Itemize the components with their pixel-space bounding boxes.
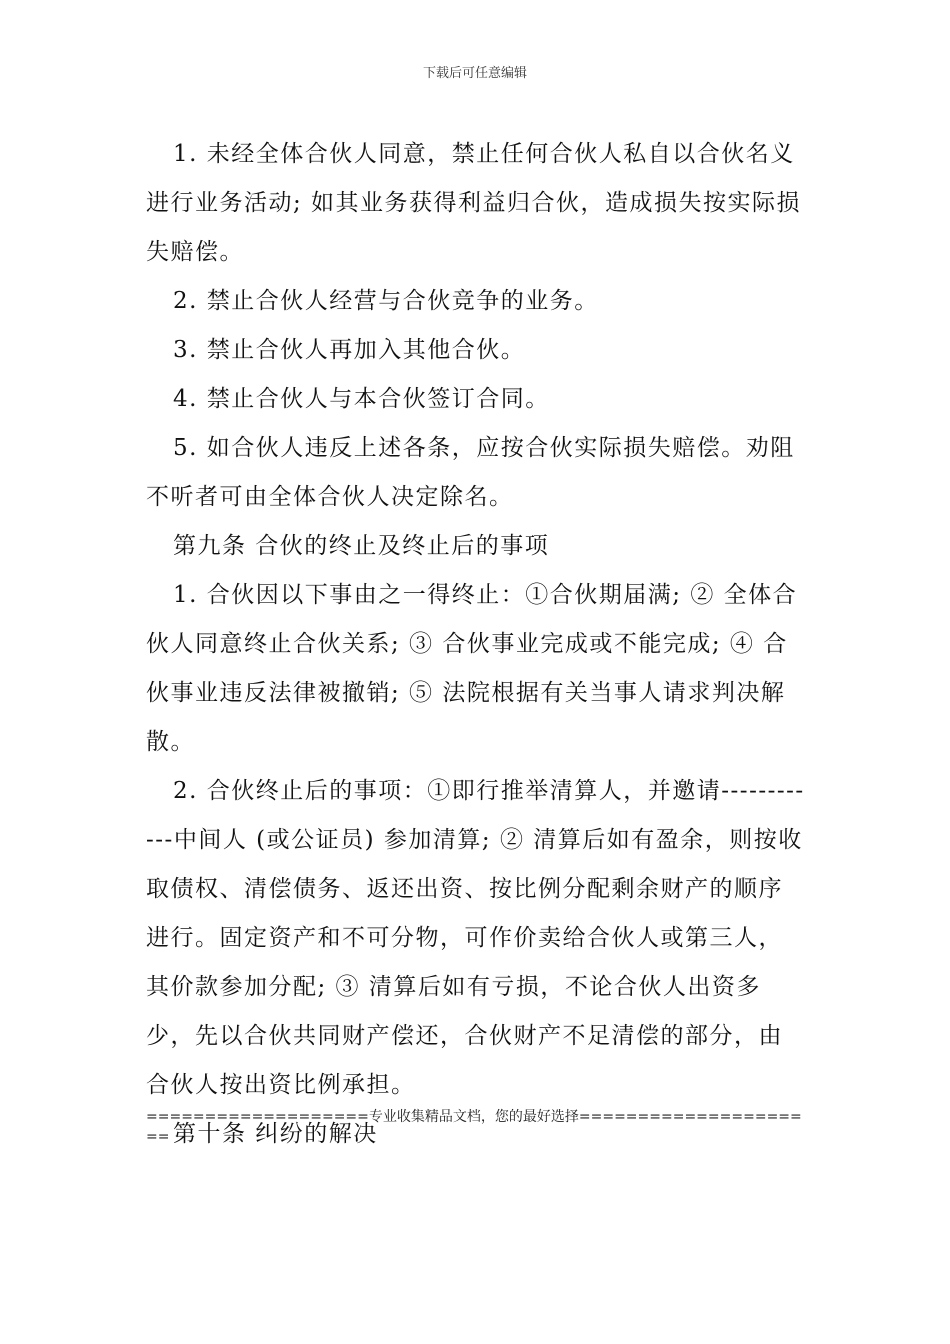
clause-9-item-2: 2. 合伙终止后的事项：①即行推举清算人，并邀请------------中间人 (或公证员) 参加清算; ② 清算后如有盈余，则按收取债权、清偿债务、返还出资、按比例分配剩余财产的顺序进行。固定资产和不可分物，可作价卖给合伙人或第三人，其价款参加分配; ③ 清算后如有亏损，不论合伙人出资多少，先以合伙共同财产偿还，合伙财产不足清偿的部分，由合伙人按出资比例承担。 — [146, 778, 805, 1098]
clause-8-item-3: 3. 禁止合伙人再加入其他合伙。 — [173, 337, 526, 363]
clause-10-heading: 第十条 纠纷的解决 — [173, 1121, 378, 1147]
clause-8-item-5: 5. 如合伙人违反上述各条，应按合伙实际损失赔偿。劝阻不听者可由全体合伙人决定除名。 — [146, 435, 795, 510]
page-footer: ===================专业收集精品文档，您的最好选择===================== — [146, 1109, 802, 1145]
page-header: 下载后可任意编辑 — [422, 66, 527, 81]
clause-8-item-4: 4. 禁止合伙人与本合伙签订合同。 — [173, 386, 550, 412]
clause-9-heading: 第九条 合伙的终止及终止后的事项 — [173, 533, 550, 559]
clause-8-item-1: 1. 未经全体合伙人同意，禁止任何合伙人私自以合伙名义进行业务活动; 如其业务获得利益归合伙，造成损失按实际损失赔偿。 — [146, 141, 802, 265]
document-body — [146, 130, 806, 1159]
clause-8-item-2: 2. 禁止合伙人经营与合伙竞争的业务。 — [173, 288, 599, 314]
clause-9-item-1: 1. 合伙因以下事由之一得终止：①合伙期届满; ② 全体合伙人同意终止合伙关系; ③ 合伙事业完成或不能完成; ④ 合伙事业违反法律被撤销; ⑤ 法院根据有关当事人请求判决解散。 — [146, 582, 798, 755]
